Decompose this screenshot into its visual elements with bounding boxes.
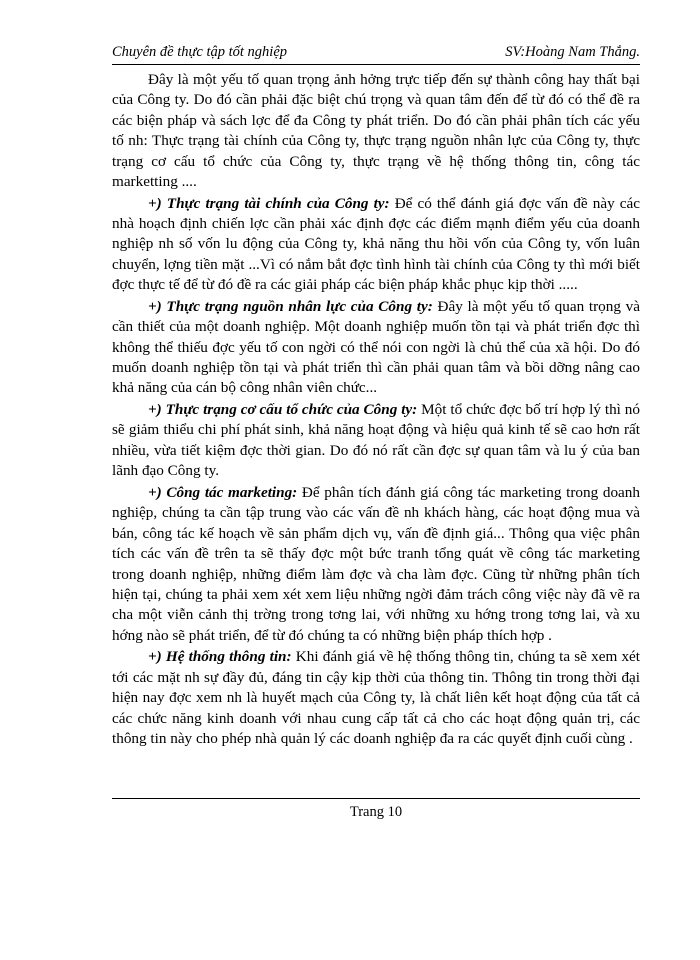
section-heading: +) Thực trạng nguồn nhân lực của Công ty: bbox=[148, 297, 433, 315]
document-title: Chuyên đề thực tập tốt nghiệp bbox=[112, 44, 288, 60]
page-header bbox=[112, 40, 640, 65]
paragraph-information-system bbox=[112, 647, 640, 749]
section-heading: +) Thực trạng tài chính của Công ty: bbox=[148, 194, 390, 212]
paragraph-text: Để có thể đánh giá đợc vấn đề này các nhà hoạch định chiến lợc cần phải xác định đợc các điểm mạnh điểm yếu của doanh nghiệp nh số vốn lu động của Công ty, khả năng thu hồi vốn của Công ty, vốn luân chuyển, lợng tiền mặt ...Vì có nắm bắt đợc tình hình tài chính của Công ty thì mới biết đợc thực tế để từ đó đề ra các giải pháp các biện pháp khắc phục kịp thời ..... bbox=[112, 194, 640, 294]
paragraph-text: Đây là một yếu tố quan trọng ảnh hởng trực tiếp đến sự thành công hay thất bại của Công ty. Do đó cần phải đặc biệt chú trọng và quan tâm đến để từ đó có thể đề ra các biện pháp và sách lợc để đa Công ty phát triển. Do đó cần phải phân tích các yếu tố nh: Thực trạng tài chính của Công ty, thực trạng nguồn nhân lực của Công ty, thực trạng cơ cấu tổ chức của Công ty, thực trạng về hệ thống thông tin, công tác marketting .... bbox=[112, 71, 640, 191]
paragraph-text: Để phân tích đánh giá công tác marketing trong doanh nghiệp, chúng ta cần tập trung vào các vấn đề nh khách hàng, các hoạt động mua và bán, công tác kế hoạch về sản phẩm dịch vụ, vấn đề định giá... Thông qua việc phân tích các vấn đề trên ta sẽ thấy đợc một bức tranh tổng quát về công tác marketing trong doanh nghiệp, những điểm làm đợc và cha làm đợc. Cũng từ những phân tích hiện tại, chúng ta phải xem xét xem liệu những ngời đảm trách công việc này đã vẽ ra cha một viễn cảnh thị trờng trong tơng lai, với những xu hớng trong tơng lai, và xu hớng nào sẽ phát triển, để từ đó chúng ta có những biện pháp thích hợp . bbox=[112, 483, 640, 644]
paragraph-text: Đây là một yếu tố quan trọng và cần thiết của một doanh nghiệp. Một doanh nghiệp muốn tồn tại và phát triển đợc thì không thể thiếu đợc yếu tố con ngời có thể nói con ngời là chủ thể của xã hội. Do đó muốn doanh nghiệp tồn tại và phát triển thì cần phải quan tâm và bồi dỡng nâng cao khả năng của cán bộ công nhân viên chức... bbox=[112, 297, 641, 397]
paragraph-intro bbox=[112, 70, 640, 192]
page-body bbox=[112, 70, 640, 751]
author-name: SV:Hoàng Nam Thắng. bbox=[505, 44, 640, 60]
paragraph-finance bbox=[112, 194, 640, 296]
section-heading: +) Thực trạng cơ cấu tổ chức của Công ty: bbox=[148, 401, 418, 419]
paragraph-marketing bbox=[112, 483, 640, 646]
paragraph-organization bbox=[112, 400, 640, 482]
page-number: Trang 10 bbox=[349, 804, 403, 820]
footer-divider bbox=[112, 798, 640, 799]
paragraph-text: Khi đánh giá về hệ thống thông tin, chúng ta sẽ xem xét tới các mặt nh sự đầy đủ, đáng tin cậy kịp thời của thông tin. Thông tin trong thời đại hiện nay đợc xem nh là huyết mạch của Công ty, là chất liên kết hoạt động của tất cả các chức năng kinh doanh với nhau cung cấp tất cả cho các hoạt động quản trị, các thông tin này cho phép nhà quản lý các doanh nghiệp đa ra các quyết định cuối cùng . bbox=[112, 648, 641, 747]
section-heading: +) Công tác marketing: bbox=[148, 483, 298, 501]
paragraph-text: Một tổ chức đợc bố trí hợp lý thì nó sẽ giảm thiểu chi phí phát sinh, khả năng hoạt động và hiệu quả kinh tế sẽ cao hơn rất nhiều, vừa tiết kiệm đợc thời gian. Do đó nó rất cần đợc sự quan tâm và lu ý của ban lãnh đạo Công ty. bbox=[112, 401, 640, 480]
paragraph-human-resources bbox=[112, 297, 640, 399]
section-heading: +) Hệ thống thông tin: bbox=[148, 648, 292, 666]
